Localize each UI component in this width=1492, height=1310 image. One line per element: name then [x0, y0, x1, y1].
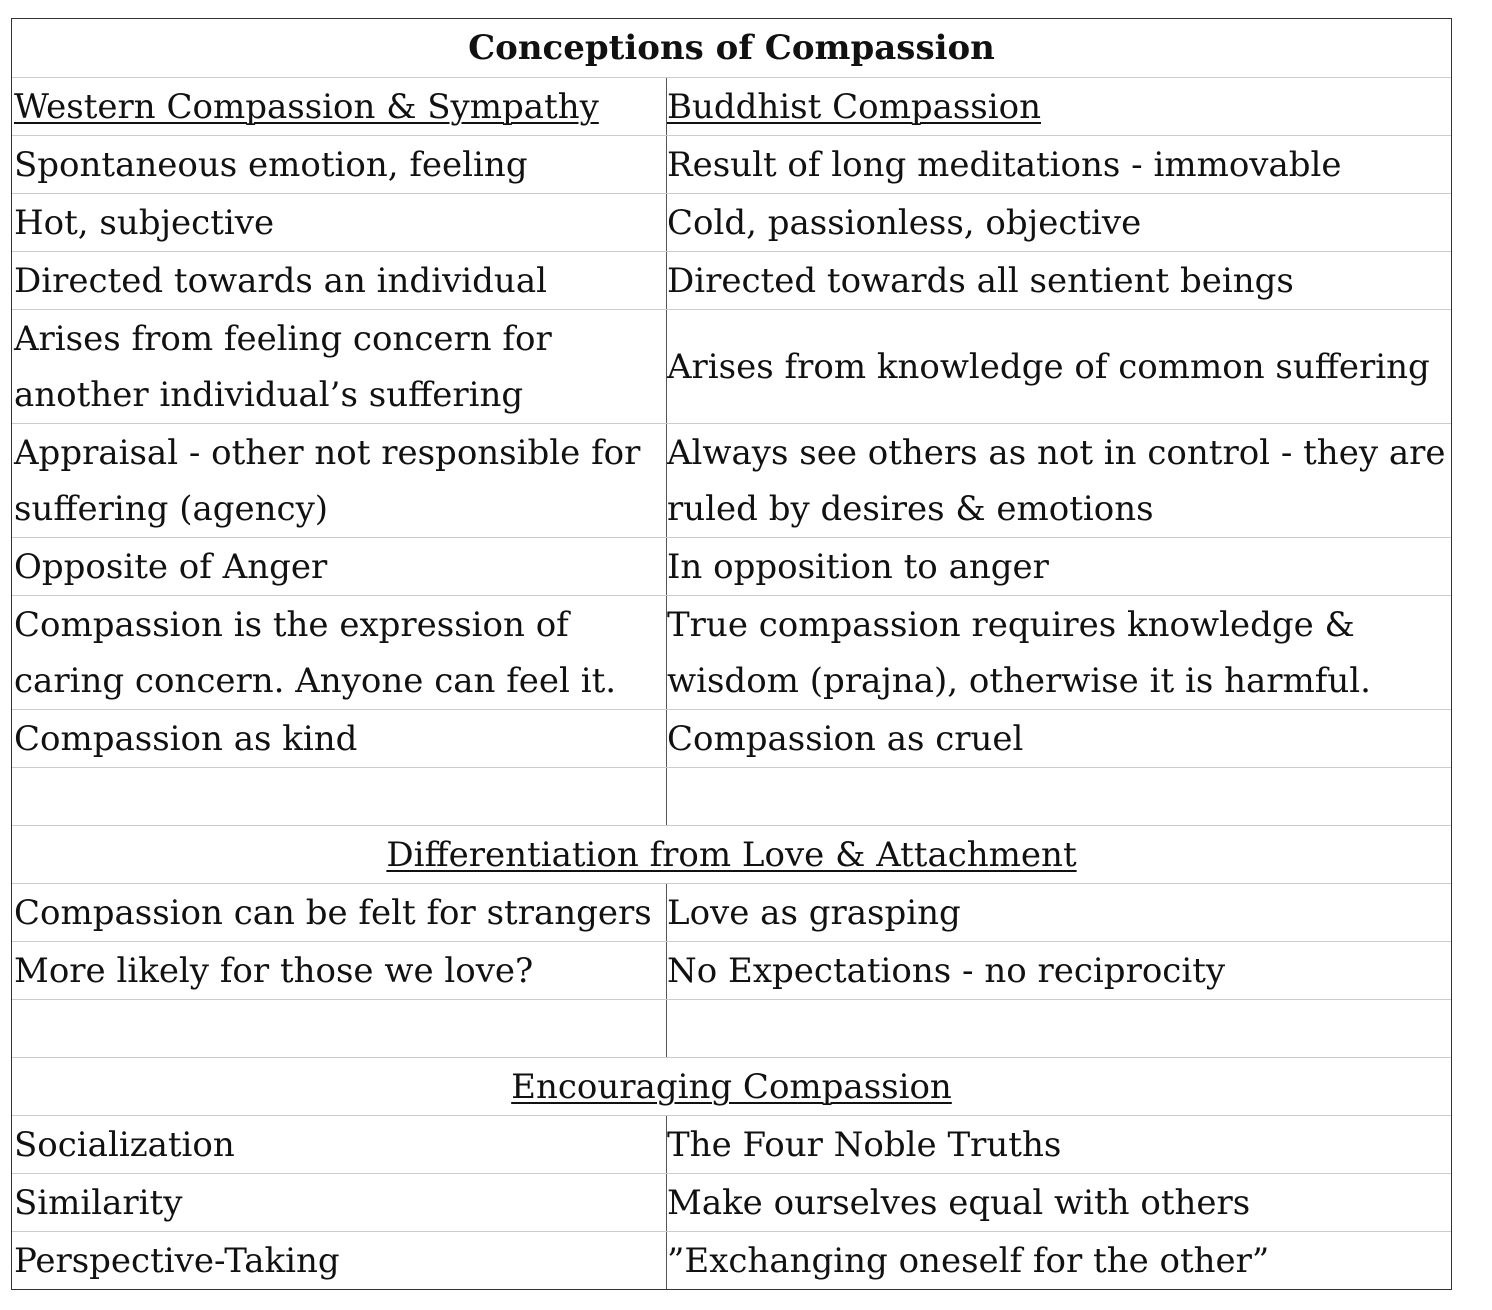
- western-cell: Compassion can be felt for strangers: [12, 884, 667, 941]
- western-cell: Similarity: [12, 1174, 667, 1231]
- table-row: [12, 309, 1451, 423]
- buddhist-cell: Love as grasping: [667, 892, 961, 933]
- header-row: [12, 77, 1451, 135]
- buddhist-cell: ”Exchanging oneself for the other”: [667, 1240, 1270, 1281]
- western-cell: Opposite of Anger: [12, 538, 667, 595]
- western-cell: Spontaneous emotion, feeling: [12, 136, 667, 193]
- western-cell: Perspective-Taking: [12, 1232, 667, 1289]
- table-row: [12, 1231, 1451, 1289]
- western-cell: Compassion is the expression of caring concern. Anyone can feel it.: [12, 596, 667, 709]
- buddhist-cell: Always see others as not in control - they are ruled by desires & emotions: [667, 432, 1446, 529]
- buddhist-cell: In opposition to anger: [667, 546, 1049, 587]
- table-row: [12, 135, 1451, 193]
- table-row: [12, 883, 1451, 941]
- buddhist-cell: Make ourselves equal with others: [667, 1182, 1251, 1223]
- love-section-heading: Differentiation from Love & Attachment: [386, 834, 1077, 875]
- empty-row: [12, 767, 1451, 825]
- section-heading-row: [12, 825, 1451, 883]
- table-row: [12, 1115, 1451, 1173]
- buddhist-cell: Arises from knowledge of common suffering: [667, 346, 1430, 387]
- western-cell: Compassion as kind: [12, 710, 667, 767]
- table-row: [12, 595, 1451, 709]
- buddhist-cell: No Expectations - no reciprocity: [667, 950, 1226, 991]
- table-row: [12, 941, 1451, 999]
- table-row: [12, 193, 1451, 251]
- western-cell: More likely for those we love?: [12, 942, 667, 999]
- table-title: Conceptions of Compassion: [468, 28, 995, 68]
- western-cell: Socialization: [12, 1116, 667, 1173]
- table-row: [12, 423, 1451, 537]
- buddhist-cell: Directed towards all sentient beings: [667, 260, 1294, 301]
- encouraging-section-heading: Encouraging Compassion: [511, 1066, 952, 1107]
- western-column-header: Western Compassion & Sympathy: [12, 78, 667, 135]
- buddhist-cell: Compassion as cruel: [667, 718, 1024, 759]
- table-row: [12, 537, 1451, 595]
- table-row: [12, 709, 1451, 767]
- section-heading-row: [12, 1057, 1451, 1115]
- western-cell: Arises from feeling concern for another individual’s suffering: [12, 310, 667, 423]
- empty-cell: [12, 1000, 667, 1057]
- buddhist-cell: Cold, passionless, objective: [667, 202, 1142, 243]
- buddhist-column-header: Buddhist Compassion: [667, 86, 1041, 127]
- empty-cell: [667, 1000, 1451, 1057]
- table-row: [12, 1173, 1451, 1231]
- table-row: [12, 251, 1451, 309]
- compassion-table: [11, 18, 1452, 1290]
- empty-cell: [667, 768, 1451, 825]
- western-cell: Directed towards an individual: [12, 252, 667, 309]
- empty-cell: [12, 768, 667, 825]
- empty-row: [12, 999, 1451, 1057]
- buddhist-cell: Result of long meditations - immovable: [667, 144, 1342, 185]
- table-title-row: [12, 19, 1451, 77]
- western-cell: Hot, subjective: [12, 194, 667, 251]
- western-cell: Appraisal - other not responsible for suffering (agency): [12, 424, 667, 537]
- buddhist-cell: The Four Noble Truths: [667, 1124, 1062, 1165]
- buddhist-cell: True compassion requires knowledge & wisdom (prajna), otherwise it is harmful.: [667, 604, 1371, 701]
